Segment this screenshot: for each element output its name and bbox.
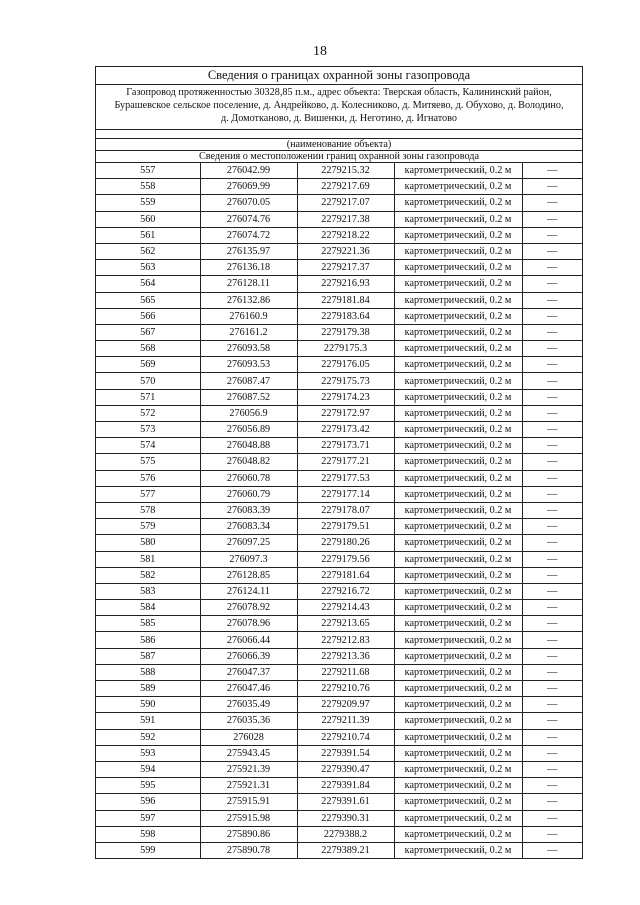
method-accuracy-cell: картометрический, 0.2 м	[394, 389, 522, 405]
point-number-cell: 592	[96, 729, 200, 745]
blank-row	[96, 130, 582, 139]
point-number-cell: 589	[96, 681, 200, 697]
method-accuracy-cell: картометрический, 0.2 м	[394, 664, 522, 680]
method-accuracy-cell: картометрический, 0.2 м	[394, 583, 522, 599]
x-coordinate-cell: 276124.11	[200, 583, 297, 599]
table-row	[96, 519, 582, 535]
y-coordinate-cell: 2279221.36	[297, 243, 394, 259]
x-coordinate-cell: 276042.99	[200, 163, 297, 179]
x-coordinate-cell: 276074.72	[200, 227, 297, 243]
method-accuracy-cell: картометрический, 0.2 м	[394, 324, 522, 340]
table-row	[96, 422, 582, 438]
table-row	[96, 729, 582, 745]
y-coordinate-cell: 2279179.38	[297, 324, 394, 340]
x-coordinate-cell: 276097.25	[200, 535, 297, 551]
description-cell: —	[522, 389, 582, 405]
method-accuracy-cell: картометрический, 0.2 м	[394, 405, 522, 421]
x-coordinate-cell: 275890.86	[200, 826, 297, 842]
description-cell: —	[522, 470, 582, 486]
method-accuracy-cell: картометрический, 0.2 м	[394, 163, 522, 179]
y-coordinate-cell: 2279178.07	[297, 502, 394, 518]
x-coordinate-cell: 276136.18	[200, 260, 297, 276]
table-row	[96, 761, 582, 777]
x-coordinate-cell: 276060.79	[200, 486, 297, 502]
coordinates-table-body	[96, 163, 582, 858]
description-cell: —	[522, 486, 582, 502]
table-row	[96, 697, 582, 713]
description-cell: —	[522, 502, 582, 518]
method-accuracy-cell: картометрический, 0.2 м	[394, 502, 522, 518]
description-line: д. Домотканово, д. Вишенки, д. Неготино, д. Игнатово	[221, 113, 457, 124]
x-coordinate-cell: 276083.34	[200, 519, 297, 535]
x-coordinate-cell: 275915.98	[200, 810, 297, 826]
y-coordinate-cell: 2279389.21	[297, 842, 394, 858]
method-accuracy-cell: картометрический, 0.2 м	[394, 260, 522, 276]
description-cell: —	[522, 778, 582, 794]
table-row	[96, 227, 582, 243]
point-number-cell: 584	[96, 600, 200, 616]
description-cell: —	[522, 826, 582, 842]
point-number-cell: 572	[96, 405, 200, 421]
y-coordinate-cell: 2279173.42	[297, 422, 394, 438]
y-coordinate-cell: 2279179.56	[297, 551, 394, 567]
y-coordinate-cell: 2279176.05	[297, 357, 394, 373]
description-cell: —	[522, 438, 582, 454]
table-row	[96, 179, 582, 195]
table-row	[96, 454, 582, 470]
point-number-cell: 562	[96, 243, 200, 259]
table-row	[96, 616, 582, 632]
method-accuracy-cell: картометрический, 0.2 м	[394, 519, 522, 535]
x-coordinate-cell: 275921.31	[200, 778, 297, 794]
x-coordinate-cell: 276135.97	[200, 243, 297, 259]
x-coordinate-cell: 276066.44	[200, 632, 297, 648]
table-row	[96, 681, 582, 697]
method-accuracy-cell: картометрический, 0.2 м	[394, 227, 522, 243]
x-coordinate-cell: 276035.36	[200, 713, 297, 729]
method-accuracy-cell: картометрический, 0.2 м	[394, 600, 522, 616]
method-accuracy-cell: картометрический, 0.2 м	[394, 551, 522, 567]
description-cell: —	[522, 664, 582, 680]
description-cell: —	[522, 454, 582, 470]
x-coordinate-cell: 275890.78	[200, 842, 297, 858]
y-coordinate-cell: 2279181.84	[297, 292, 394, 308]
description-cell: —	[522, 519, 582, 535]
x-coordinate-cell: 276132.86	[200, 292, 297, 308]
y-coordinate-cell: 2279216.93	[297, 276, 394, 292]
x-coordinate-cell: 276047.37	[200, 664, 297, 680]
method-accuracy-cell: картометрический, 0.2 м	[394, 243, 522, 259]
description-cell: —	[522, 600, 582, 616]
method-accuracy-cell: картометрический, 0.2 м	[394, 486, 522, 502]
method-accuracy-cell: картометрический, 0.2 м	[394, 713, 522, 729]
table-row	[96, 438, 582, 454]
method-accuracy-cell: картометрический, 0.2 м	[394, 308, 522, 324]
table-row	[96, 713, 582, 729]
method-accuracy-cell: картометрический, 0.2 м	[394, 810, 522, 826]
method-accuracy-cell: картометрический, 0.2 м	[394, 632, 522, 648]
method-accuracy-cell: картометрический, 0.2 м	[394, 211, 522, 227]
table-row	[96, 551, 582, 567]
table-row	[96, 535, 582, 551]
table-row	[96, 389, 582, 405]
description-cell: —	[522, 324, 582, 340]
y-coordinate-cell: 2279215.32	[297, 163, 394, 179]
y-coordinate-cell: 2279213.65	[297, 616, 394, 632]
method-accuracy-cell: картометрический, 0.2 м	[394, 826, 522, 842]
table-row	[96, 810, 582, 826]
table-row	[96, 211, 582, 227]
table-row	[96, 260, 582, 276]
x-coordinate-cell: 276078.92	[200, 600, 297, 616]
x-coordinate-cell: 276048.88	[200, 438, 297, 454]
method-accuracy-cell: картометрический, 0.2 м	[394, 470, 522, 486]
object-name-caption: (наименование объекта)	[96, 139, 582, 151]
point-number-cell: 579	[96, 519, 200, 535]
table-row	[96, 405, 582, 421]
description-cell: —	[522, 567, 582, 583]
table-row	[96, 486, 582, 502]
table-row	[96, 664, 582, 680]
object-description	[96, 85, 582, 130]
y-coordinate-cell: 2279177.53	[297, 470, 394, 486]
table-row	[96, 583, 582, 599]
y-coordinate-cell: 2279217.69	[297, 179, 394, 195]
description-cell: —	[522, 260, 582, 276]
description-cell: —	[522, 341, 582, 357]
y-coordinate-cell: 2279175.73	[297, 373, 394, 389]
point-number-cell: 596	[96, 794, 200, 810]
table-row	[96, 324, 582, 340]
description-cell: —	[522, 681, 582, 697]
point-number-cell: 597	[96, 810, 200, 826]
description-cell: —	[522, 745, 582, 761]
point-number-cell: 593	[96, 745, 200, 761]
method-accuracy-cell: картометрический, 0.2 м	[394, 357, 522, 373]
table-row	[96, 778, 582, 794]
x-coordinate-cell: 276128.85	[200, 567, 297, 583]
point-number-cell: 560	[96, 211, 200, 227]
y-coordinate-cell: 2279217.37	[297, 260, 394, 276]
description-cell: —	[522, 163, 582, 179]
method-accuracy-cell: картометрический, 0.2 м	[394, 438, 522, 454]
description-cell: —	[547, 844, 558, 856]
x-coordinate-cell: 276060.78	[200, 470, 297, 486]
point-number-cell: 585	[96, 616, 200, 632]
method-accuracy-cell: картометрический, 0.2 м	[394, 454, 522, 470]
x-coordinate-cell: 276056.89	[200, 422, 297, 438]
method-accuracy-cell: картометрический, 0.2 м	[394, 648, 522, 664]
y-coordinate-cell: 2279388.2	[297, 826, 394, 842]
point-number-cell: 577	[96, 486, 200, 502]
point-number-cell: 561	[96, 227, 200, 243]
x-coordinate-cell: 276160.9	[200, 308, 297, 324]
table-row	[96, 341, 582, 357]
y-coordinate-cell: 2279216.72	[297, 583, 394, 599]
method-accuracy-cell: картометрический, 0.2 м	[394, 729, 522, 745]
table-row	[96, 648, 582, 664]
point-number-cell: 571	[96, 389, 200, 405]
point-number-cell: 574	[96, 438, 200, 454]
y-coordinate-cell: 2279212.83	[297, 632, 394, 648]
description-cell: —	[522, 729, 582, 745]
method-accuracy-cell: картометрический, 0.2 м	[394, 535, 522, 551]
method-accuracy-cell: картометрический, 0.2 м	[394, 778, 522, 794]
x-coordinate-cell: 276048.82	[200, 454, 297, 470]
description-cell: —	[522, 583, 582, 599]
table-row	[96, 567, 582, 583]
x-coordinate-cell: 276028	[200, 729, 297, 745]
point-number-cell: 573	[96, 422, 200, 438]
point-number-cell: 567	[96, 324, 200, 340]
table-row	[96, 745, 582, 761]
point-number-cell: 594	[96, 761, 200, 777]
description-cell: —	[522, 794, 582, 810]
method-accuracy-cell: картометрический, 0.2 м	[394, 422, 522, 438]
x-coordinate-cell: 275943.45	[200, 745, 297, 761]
y-coordinate-cell: 2279390.31	[297, 810, 394, 826]
point-number-cell: 570	[96, 373, 200, 389]
point-number-cell: 595	[96, 778, 200, 794]
description-cell: —	[522, 373, 582, 389]
table-row	[96, 163, 582, 179]
y-coordinate-cell: 2279217.07	[297, 195, 394, 211]
table-row	[96, 243, 582, 259]
boundary-document	[95, 66, 583, 859]
table-row	[96, 357, 582, 373]
x-coordinate-cell: 276035.49	[200, 697, 297, 713]
x-coordinate-cell: 276066.39	[200, 648, 297, 664]
table-row	[96, 195, 582, 211]
point-number-cell: 591	[96, 713, 200, 729]
description-cell: —	[522, 276, 582, 292]
point-number-cell: 581	[96, 551, 200, 567]
y-coordinate-cell: 2279213.36	[297, 648, 394, 664]
description-cell: —	[522, 422, 582, 438]
point-number-cell: 557	[96, 163, 200, 179]
method-accuracy-cell: картометрический, 0.2 м	[394, 697, 522, 713]
point-number-cell: 578	[96, 502, 200, 518]
page-number: 18	[313, 44, 327, 59]
x-coordinate-cell: 276161.2	[200, 324, 297, 340]
y-coordinate-cell: 2279218.22	[297, 227, 394, 243]
description-cell: —	[522, 211, 582, 227]
table-row	[96, 600, 582, 616]
point-number-cell: 582	[96, 567, 200, 583]
y-coordinate-cell: 2279391.61	[297, 794, 394, 810]
x-coordinate-cell: 276083.39	[200, 502, 297, 518]
x-coordinate-cell: 276070.05	[200, 195, 297, 211]
point-number-cell: 587	[96, 648, 200, 664]
point-number-cell: 586	[96, 632, 200, 648]
method-accuracy-cell: картометрический, 0.2 м	[394, 276, 522, 292]
point-number-cell: 569	[96, 357, 200, 373]
point-number-cell: 590	[96, 697, 200, 713]
document-title: Сведения о границах охранной зоны газопровода	[96, 67, 582, 85]
y-coordinate-cell: 2279210.76	[297, 681, 394, 697]
y-coordinate-cell: 2279214.43	[297, 600, 394, 616]
point-number-cell: 565	[96, 292, 200, 308]
y-coordinate-cell: 2279177.14	[297, 486, 394, 502]
table-row	[96, 373, 582, 389]
point-number-cell: 588	[96, 664, 200, 680]
y-coordinate-cell: 2279172.97	[297, 405, 394, 421]
description-cell: —	[522, 243, 582, 259]
y-coordinate-cell: 2279179.51	[297, 519, 394, 535]
description-cell: —	[522, 308, 582, 324]
y-coordinate-cell: 2279211.68	[297, 664, 394, 680]
y-coordinate-cell: 2279183.64	[297, 308, 394, 324]
x-coordinate-cell: 276069.99	[200, 179, 297, 195]
x-coordinate-cell: 276097.3	[200, 551, 297, 567]
y-coordinate-cell: 2279391.54	[297, 745, 394, 761]
x-coordinate-cell: 276087.52	[200, 389, 297, 405]
method-accuracy-cell: картометрический, 0.2 м	[394, 842, 522, 858]
point-number-cell: 564	[96, 276, 200, 292]
method-accuracy-cell: картометрический, 0.2 м	[394, 761, 522, 777]
point-number-cell: 568	[96, 341, 200, 357]
y-coordinate-cell: 2279209.97	[297, 697, 394, 713]
description-cell: —	[522, 761, 582, 777]
description-cell: —	[522, 810, 582, 826]
x-coordinate-cell: 276047.46	[200, 681, 297, 697]
x-coordinate-cell: 276093.58	[200, 341, 297, 357]
point-number-cell: 576	[96, 470, 200, 486]
y-coordinate-cell: 2279175.3	[297, 341, 394, 357]
method-accuracy-cell: картометрический, 0.2 м	[394, 292, 522, 308]
table-row	[96, 502, 582, 518]
x-coordinate-cell: 276078.96	[200, 616, 297, 632]
description-cell: —	[522, 697, 582, 713]
x-coordinate-cell: 276087.47	[200, 373, 297, 389]
x-coordinate-cell: 275921.39	[200, 761, 297, 777]
point-number-cell: 598	[96, 826, 200, 842]
table-row	[96, 794, 582, 810]
y-coordinate-cell: 2279177.21	[297, 454, 394, 470]
x-coordinate-cell: 275915.91	[200, 794, 297, 810]
table-row	[96, 292, 582, 308]
y-coordinate-cell: 2279391.84	[297, 778, 394, 794]
y-coordinate-cell: 2279217.38	[297, 211, 394, 227]
method-accuracy-cell: картометрический, 0.2 м	[394, 373, 522, 389]
method-accuracy-cell: картометрический, 0.2 м	[394, 745, 522, 761]
point-number-cell: 599	[96, 842, 200, 858]
description-cell: —	[522, 535, 582, 551]
method-accuracy-cell: картометрический, 0.2 м	[394, 195, 522, 211]
method-accuracy-cell: картометрический, 0.2 м	[394, 179, 522, 195]
description-cell: —	[522, 405, 582, 421]
y-coordinate-cell: 2279210.74	[297, 729, 394, 745]
y-coordinate-cell: 2279180.26	[297, 535, 394, 551]
method-accuracy-cell: картометрический, 0.2 м	[394, 681, 522, 697]
description-cell: —	[522, 616, 582, 632]
description-cell: —	[522, 195, 582, 211]
y-coordinate-cell: 2279181.64	[297, 567, 394, 583]
description-cell: —	[522, 292, 582, 308]
point-number-cell: 580	[96, 535, 200, 551]
point-number-cell: 558	[96, 179, 200, 195]
x-coordinate-cell: 276056.9	[200, 405, 297, 421]
description-cell: —	[522, 179, 582, 195]
description-cell: —	[522, 227, 582, 243]
coordinates-table	[96, 163, 582, 858]
description-cell: —	[522, 632, 582, 648]
point-number-cell: 559	[96, 195, 200, 211]
y-coordinate-cell: 2279390.47	[297, 761, 394, 777]
x-coordinate-cell: 276074.76	[200, 211, 297, 227]
point-number-cell: 583	[96, 583, 200, 599]
description-cell: —	[522, 648, 582, 664]
point-number-cell: 563	[96, 260, 200, 276]
description-line: Газопровод протяженностью 30328,85 п.м., адрес объекта: Тверская область, Калининский район,	[126, 87, 552, 98]
section-subtitle: Сведения о местоположении границ охранной зоны газопровода	[96, 151, 582, 163]
table-row	[96, 470, 582, 486]
description-cell: —	[522, 713, 582, 729]
method-accuracy-cell: картометрический, 0.2 м	[394, 794, 522, 810]
table-row	[96, 632, 582, 648]
method-accuracy-cell: картометрический, 0.2 м	[394, 616, 522, 632]
method-accuracy-cell: картометрический, 0.2 м	[394, 341, 522, 357]
table-row	[96, 842, 582, 858]
description-cell: —	[522, 551, 582, 567]
point-number-cell: 575	[96, 454, 200, 470]
x-coordinate-cell: 276128.11	[200, 276, 297, 292]
description-cell: —	[522, 357, 582, 373]
point-number-cell: 566	[96, 308, 200, 324]
y-coordinate-cell: 2279211.39	[297, 713, 394, 729]
y-coordinate-cell: 2279174.23	[297, 389, 394, 405]
y-coordinate-cell: 2279173.71	[297, 438, 394, 454]
x-coordinate-cell: 276093.53	[200, 357, 297, 373]
description-line: Бурашевское сельское поселение, д. Андрейково, д. Колесниково, д. Митяево, д. Обухово, д. Володино,	[114, 100, 564, 111]
table-row	[96, 308, 582, 324]
table-row	[96, 276, 582, 292]
table-row	[96, 826, 582, 842]
method-accuracy-cell: картометрический, 0.2 м	[394, 567, 522, 583]
